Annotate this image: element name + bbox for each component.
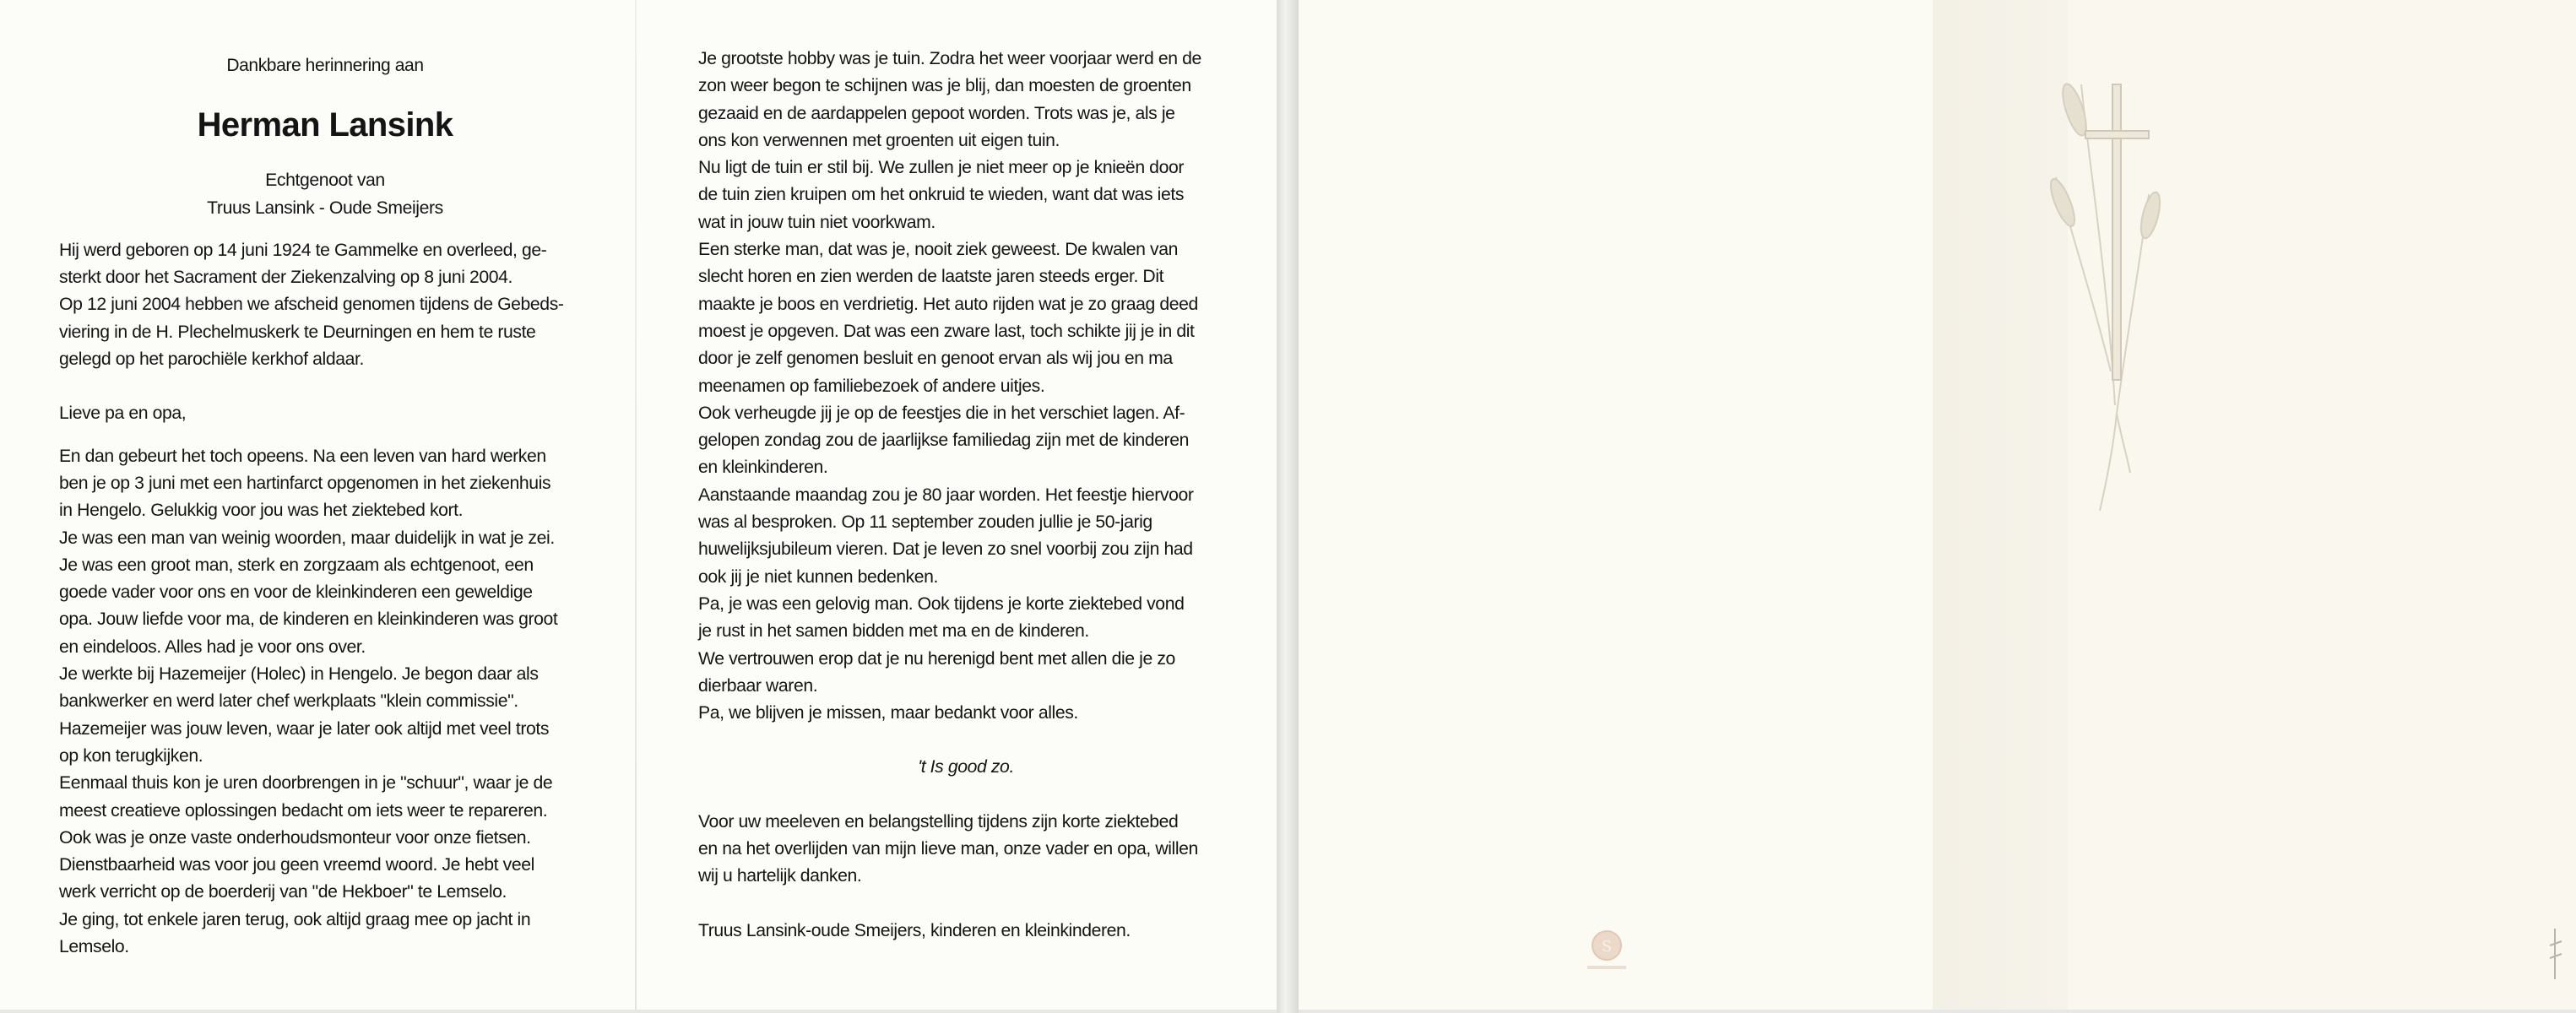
text-line: Nu ligt de tuin er stil bij. We zullen je niet meer op je knieën door: [698, 158, 1184, 178]
text-line: Je was een groot man, sterk en zorgzaam als echtgenoot, een: [59, 555, 534, 575]
svg-text:S: S: [1601, 938, 1613, 956]
signature: Truus Lansink-oude Smeijers, kinderen en kleinkinderen.: [698, 920, 1131, 940]
text-line: op kon terugkijken.: [59, 745, 203, 766]
text-line: Een sterke man, dat was je, nooit ziek geweest. De kwalen van: [698, 240, 1178, 260]
deceased-name: Herman Lansink: [197, 106, 453, 144]
text-line: Lemselo.: [59, 937, 129, 957]
body-paragraphs: [59, 443, 591, 962]
left-column: [59, 52, 591, 961]
text-line: en kleinkinderen.: [698, 458, 828, 478]
text-line: opa. Jouw liefde voor ma, de kinderen en kleinkinderen was groot: [59, 609, 558, 630]
text-line: door je zelf genomen besluit en genoot ervan als wij jou en ma: [698, 349, 1173, 369]
thanks-paragraph: [698, 809, 1234, 891]
text-line: Je was een man van weinig woorden, maar duidelijk in wat je zei.: [59, 528, 555, 548]
text-line: zon weer begon te schijnen was je blij, dan moesten de groenten: [698, 76, 1191, 96]
text-line: moest je opgeven. Dat was een zware last, toch schikte jij je in dit: [698, 321, 1195, 341]
text-line: viering in de H. Plechelmuskerk te Deurningen en hem te ruste: [59, 322, 536, 342]
body-paragraphs: [698, 46, 1234, 727]
birth-paragraph: [59, 237, 591, 373]
text-line: ook jij je niet kunnen bedenken.: [698, 566, 939, 587]
spouse-name: Truus Lansink - Oude Smeijers: [207, 198, 443, 218]
text-line: Pa, je was een gelovig man. Ook tijdens je korte ziektebed vond: [698, 593, 1185, 614]
text-line: ons kon verwennen met groenten uit eigen tuin.: [698, 130, 1060, 150]
spouse-prefix: Echtgenoot van: [265, 171, 385, 191]
text-line: sterkt door het Sacrament der Ziekenzalving op 8 juni 2004.: [59, 268, 513, 288]
card-inside-sheet: [0, 0, 1277, 1010]
text-line: Ook was je onze vaste onderhoudsmonteur voor onze fietsen.: [59, 827, 531, 848]
publisher-logo: [1577, 927, 1636, 978]
text-line: Hij werd geboren op 14 juni 1924 te Gammelke en overleed, ge-: [59, 240, 547, 260]
text-line: de tuin zien kruipen om het onkruid te wieden, want dat was iets: [698, 185, 1185, 205]
text-line: Je grootste hobby was je tuin. Zodra het weer voorjaar werd en de: [698, 49, 1201, 68]
right-column: [698, 46, 1234, 945]
intro-text: Dankbare herinnering aan: [226, 56, 424, 75]
text-line: Ook verheugde jij je op de feestjes die in het verschiet lagen. Af-: [698, 403, 1185, 423]
text-line: Eenmaal thuis kon je uren doorbrengen in je "schuur", waar je de: [59, 773, 553, 794]
text-line: goede vader voor ons en voor de kleinkinderen een geweldige: [59, 582, 533, 603]
text-line: bankwerker en werd later chef werkplaats "klein commissie".: [59, 691, 518, 712]
text-line: huwelijksjubileum vieren. Dat je leven zo snel voorbij zou zijn had: [698, 539, 1193, 560]
text-line: in Hengelo. Gelukkig voor jou was het ziektebed kort.: [59, 501, 464, 521]
salutation: Lieve pa en opa,: [59, 404, 187, 424]
text-line: wat in jouw tuin niet voorkwam.: [698, 212, 935, 232]
text-line: Je werkte bij Hazemeijer (Holec) in Hengelo. Je begon daar als: [59, 664, 539, 685]
text-line: maakte je boos en verdrietig. Het auto rijden wat je zo graag deed: [698, 294, 1198, 314]
corner-mark: [2546, 924, 2572, 983]
wheat-icon: [2046, 81, 2163, 511]
text-line: dierbaar waren.: [698, 675, 818, 696]
text-line: Dienstbaarheid was voor jou geen vreemd woord. Je hebt veel: [59, 855, 534, 875]
card-gutter: [1277, 0, 1299, 1013]
wheat-cross-decoration: [2022, 51, 2216, 523]
text-line: je rust in het samen bidden met ma en de kinderen.: [698, 621, 1089, 642]
text-line: Voor uw meeleven en belangstelling tijdens zijn korte ziektebed: [698, 811, 1179, 832]
text-line: meenamen op familiebezoek of andere uitjes.: [698, 376, 1045, 396]
fold-line: [635, 0, 637, 1010]
text-line: We vertrouwen erop dat je nu herenigd bent met allen die je zo: [698, 648, 1175, 669]
text-line: en na het overlijden van mijn lieve man, onze vader en opa, willen: [698, 839, 1198, 859]
text-line: meest creatieve oplossingen bedacht om iets weer te repareren.: [59, 800, 548, 821]
motto: 't Is good zo.: [918, 757, 1014, 777]
text-line: Pa, we blijven je missen, maar bedankt voor alles.: [698, 703, 1078, 723]
text-line: gezaaid en de aardappelen gepoot worden. Trots was je, als je: [698, 103, 1175, 123]
text-line: Hazemeijer was jouw leven, waar je later ook altijd met veel trots: [59, 718, 550, 739]
text-line: gelopen zondag zou de jaarlijkse familiedag zijn met de kinderen: [698, 431, 1189, 451]
text-line: Op 12 juni 2004 hebben we afscheid genomen tijdens de Gebeds-: [59, 295, 564, 315]
text-line: gelegd op het parochiële kerkhof aldaar.: [59, 349, 364, 370]
cross-icon: [2085, 84, 2149, 380]
text-line: En dan gebeurt het toch opeens. Na een leven van hard werken: [59, 446, 546, 466]
text-line: werk verricht op de boerderij van "de Hekboer" te Lemselo.: [59, 882, 507, 902]
text-line: wij u hartelijk danken.: [698, 866, 862, 886]
text-line: en eindeloos. Alles had je voor ons over.: [59, 637, 366, 657]
text-line: was al besproken. Op 11 september zouden jullie je 50-jarig: [698, 512, 1152, 533]
text-line: slecht horen en zien werden de laatste jaren steeds erger. Dit: [698, 267, 1164, 287]
text-line: Je ging, tot enkele jaren terug, ook altijd graag mee op jacht in: [59, 909, 531, 929]
text-line: Aanstaande maandag zou je 80 jaar worden. Het feestje hiervoor: [698, 485, 1194, 505]
text-line: ben je op 3 juni met een hartinfarct opgenomen in het ziekenhuis: [59, 473, 551, 493]
